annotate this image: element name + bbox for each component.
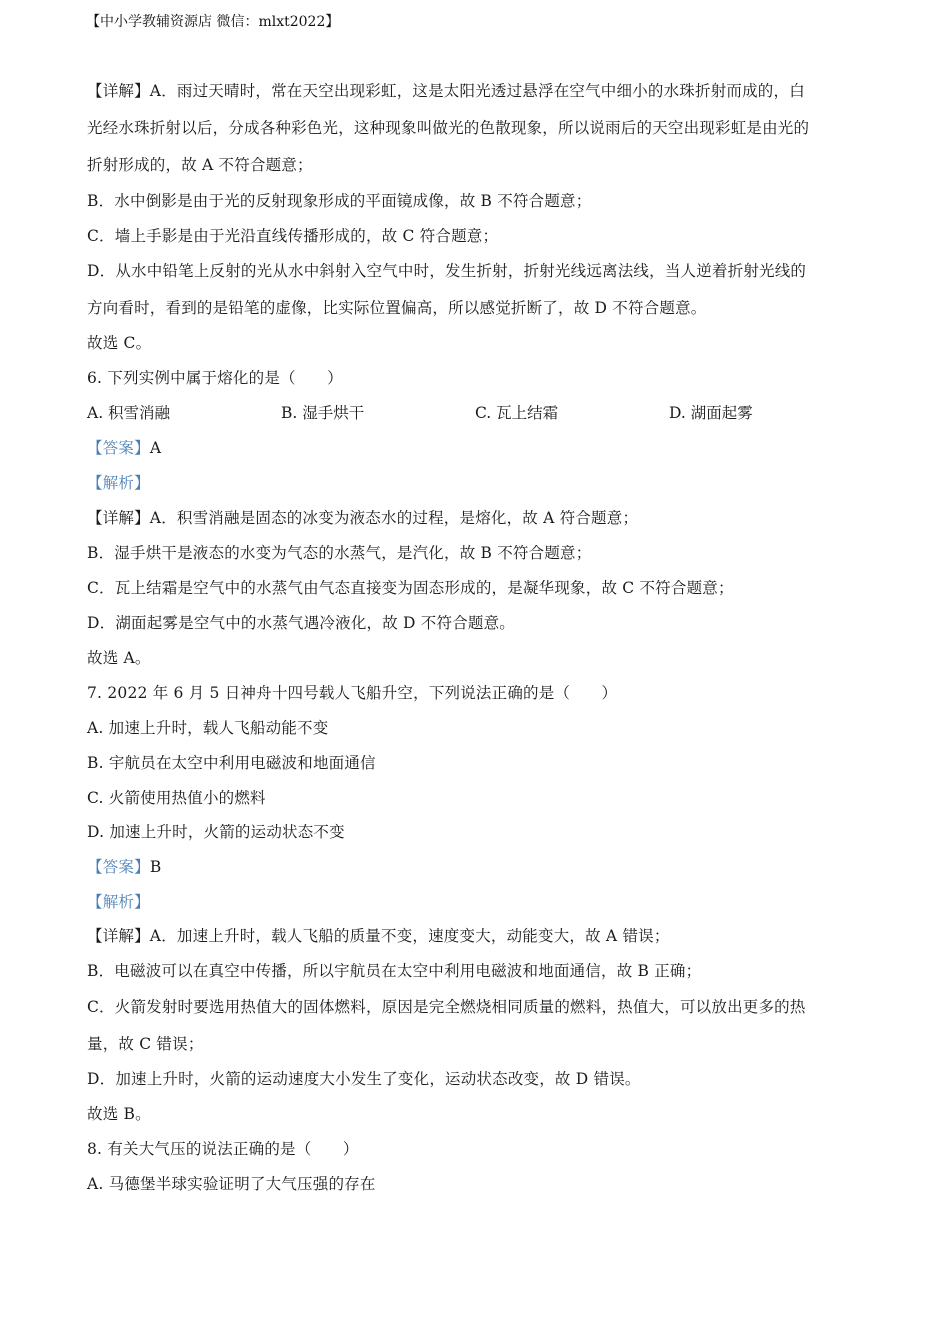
answer-label: 【答案】 [87, 858, 150, 876]
explanation-line: 【详解】A．加速上升时，载人飞船的质量不变，速度变大，动能变大，故 A 错误； [87, 927, 670, 945]
explanation-line: 光经水珠折射以后，分成各种彩色光，这种现象叫做光的色散现象，所以说雨后的天空出现彩虹是由光的 [87, 119, 810, 137]
q7-answer [87, 856, 161, 878]
q7-option-c: C. 火箭使用热值小的燃料 [87, 789, 266, 807]
explanation-line: 方向看时，看到的是铅笔的虚像，比实际位置偏高，所以感觉折断了，故 D 不符合题意。 [87, 299, 707, 317]
explanation-line: 【详解】A．雨过天晴时，常在天空出现彩虹，这是太阳光透过悬浮在空气中细小的水珠折射而成的，白 [87, 82, 805, 100]
explanation-line: D．湖面起雾是空气中的水蒸气遇冷液化，故 D 不符合题意。 [87, 614, 516, 632]
explanation-line: B．湿手烘干是液态的水变为气态的水蒸气，是汽化，故 B 不符合题意； [87, 544, 592, 562]
explanation-line: D．加速上升时，火箭的运动速度大小发生了变化，运动状态改变，故 D 错误。 [87, 1070, 641, 1088]
answer-value: B [149, 858, 162, 876]
explanation-line: B．水中倒影是由于光的反射现象形成的平面镜成像，故 B 不符合题意； [87, 192, 592, 210]
answer-value: A [149, 439, 162, 457]
q6-option-a: A. 积雪消融 [87, 404, 171, 422]
q8-option-a: A. 马德堡半球实验证明了大气压强的存在 [87, 1175, 376, 1193]
answer-label: 【答案】 [87, 439, 150, 457]
q6-answer [87, 437, 161, 459]
explanation-line: D．从水中铅笔上反射的光从水中斜射入空气中时，发生折射，折射光线远离法线，当人逆着折射光线的 [87, 262, 807, 280]
analysis-label: 【解析】 [87, 893, 150, 911]
conclusion-line: 故选 A。 [87, 649, 151, 667]
explanation-line: C．火箭发射时要选用热值大的固体燃料，原因是完全燃烧相同质量的燃料，热值大，可以放出更多的热 [87, 998, 806, 1016]
q6-option-b: B. 湿手烘干 [281, 404, 365, 422]
question-7-stem: 7. 2022 年 6 月 5 日神舟十四号载人飞船升空，下列说法正确的是（ ） [87, 684, 618, 702]
q7-option-b: B. 宇航员在太空中利用电磁波和地面通信 [87, 754, 376, 772]
explanation-line: 折射形成的，故 A 不符合题意； [87, 156, 313, 174]
q7-option-d: D. 加速上升时，火箭的运动状态不变 [87, 823, 345, 841]
conclusion-line: 故选 B。 [87, 1105, 151, 1123]
q6-option-d: D. 湖面起雾 [669, 404, 753, 422]
conclusion-line: 故选 C。 [87, 334, 152, 352]
q7-option-a: A. 加速上升时，载人飞船动能不变 [87, 719, 329, 737]
question-6-stem: 6. 下列实例中属于熔化的是（ ） [87, 369, 343, 387]
explanation-line: 【详解】A．积雪消融是固态的冰变为液态水的过程，是熔化，故 A 符合题意； [87, 509, 639, 527]
page-header-watermark: 【中小学教辅资源店 微信：mlxt2022】 [86, 14, 340, 30]
analysis-label: 【解析】 [87, 474, 150, 492]
explanation-line: C．瓦上结霜是空气中的水蒸气由气态直接变为固态形成的，是凝华现象，故 C 不符合题意； [87, 579, 734, 597]
explanation-line: B．电磁波可以在真空中传播，所以宇航员在太空中利用电磁波和地面通信，故 B 正确； [87, 962, 702, 980]
explanation-line: 量，故 C 错误； [87, 1035, 204, 1053]
q6-option-c: C. 瓦上结霜 [475, 404, 559, 422]
explanation-line: C．墙上手影是由于光沿直线传播形成的，故 C 符合题意； [87, 227, 499, 245]
question-8-stem: 8. 有关大气压的说法正确的是（ ） [87, 1140, 359, 1158]
